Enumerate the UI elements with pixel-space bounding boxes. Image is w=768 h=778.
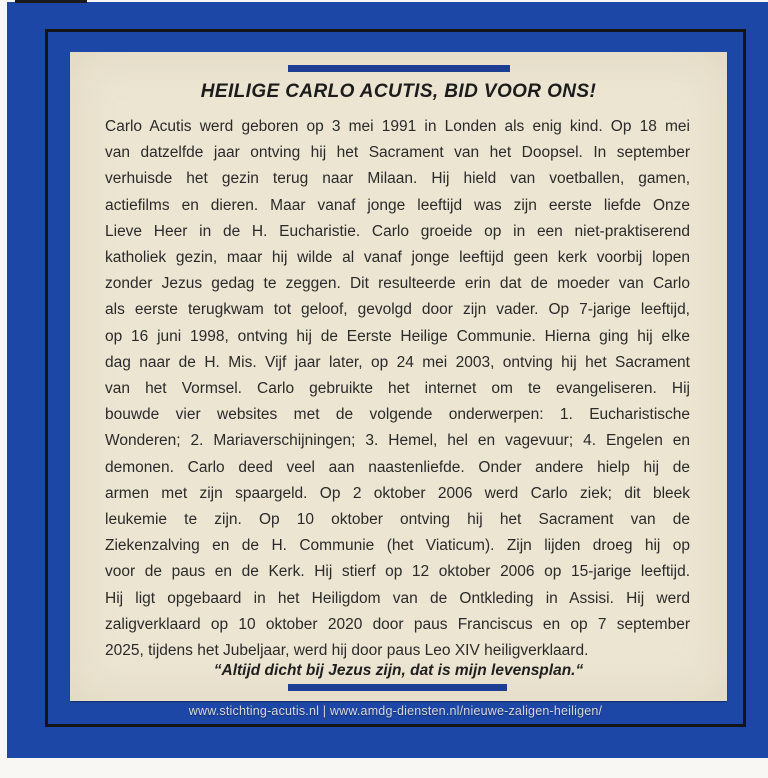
body-line: Hij ligt opgebaard in het Heiligdom van de Ontkleding in Assisi. Hij werd	[105, 589, 690, 607]
body-line: zonder Jezus gedag te zeggen. Dit resulteerde erin dat de moeder van Carlo	[105, 275, 690, 293]
body-line: van het Vormsel. Carlo gebruikte het internet om te evangeliseren. Hij	[105, 380, 690, 398]
decorative-bar-top	[288, 65, 510, 72]
body-line: als eerste terugkwam tot geloof, gevolgd door zijn vader. Op 7-jarige leeftijd,	[105, 301, 690, 319]
blue-border-field	[7, 2, 768, 758]
body-line: demonen. Carlo deed veel aan naastenliefde. Onder andere hielp hij de	[105, 458, 690, 476]
body-line: op 16 juni 1998, ontving hij de Eerste Heilige Communie. Hierna ging hij elke	[105, 327, 690, 345]
body-line: van datzelfde jaar ontving hij het Sacrament van het Doopsel. In september	[105, 144, 690, 162]
body-line: verhuisde het gezin terug naar Milaan. Hij hield van voetballen, gamen,	[105, 170, 690, 188]
body-line: zaligverklaard op 10 oktober 2020 door paus Franciscus en op 7 september	[105, 615, 690, 633]
body-line: Carlo Acutis werd geboren op 3 mei 1991 in Londen als enig kind. Op 18 mei	[105, 118, 690, 135]
card-quote: “Altijd dicht bij Jezus zijn, dat is mijn levensplan.“	[213, 662, 584, 679]
scan-edge-artifact	[15, 0, 87, 3]
body-line: armen met zijn spaargeld. Op 2 oktober 2006 werd Carlo ziek; dit bleek	[105, 484, 690, 502]
body-line: 2025, tijdens het Jubeljaar, werd hij door paus Leo XIV heiligverklaard.	[105, 642, 589, 660]
body-line: Ziekenzalving en de H. Communie (het Viaticum). Zijn lijden droeg hij op	[105, 537, 690, 555]
body-line: leukemie te zijn. Op 10 oktober ontving hij het Sacrament van de	[105, 511, 690, 529]
footer-links: www.stichting-acutis.nl | www.amdg-diensten.nl/nieuwe-zaligen-heiligen/	[188, 704, 603, 718]
prayer-card-panel	[70, 52, 727, 701]
decorative-bar-bottom	[288, 684, 507, 691]
inner-black-frame	[45, 29, 746, 727]
body-line: voor de paus en de Kerk. Hij stierf op 12 oktober 2006 op 15-jarige leeftijd.	[105, 563, 690, 581]
body-line: dag naar de H. Mis. Vijf jaar later, op 24 mei 2003, ontving hij het Sacrament	[105, 353, 690, 371]
body-line: katholiek gezin, maar hij wilde al vanaf jonge leeftijd geen kerk voorbij lopen	[105, 249, 690, 267]
body-line: bouwde vier websites met de volgende onderwerpen: 1. Eucharistische	[105, 406, 690, 424]
body-line: Wonderen; 2. Mariaverschijningen; 3. Hemel, hel en vagevuur; 4. Engelen en	[105, 432, 690, 450]
body-line: Lieve Heer in de H. Eucharistie. Carlo groeide op in een niet-praktiserend	[105, 222, 690, 240]
body-line: actiefilms en dieren. Maar vanaf jonge leeftijd was zijn eerste liefde Onze	[105, 196, 690, 214]
card-title: HEILIGE CARLO ACUTIS, BID VOOR ONS!	[200, 81, 597, 102]
card-body-text	[105, 114, 690, 664]
